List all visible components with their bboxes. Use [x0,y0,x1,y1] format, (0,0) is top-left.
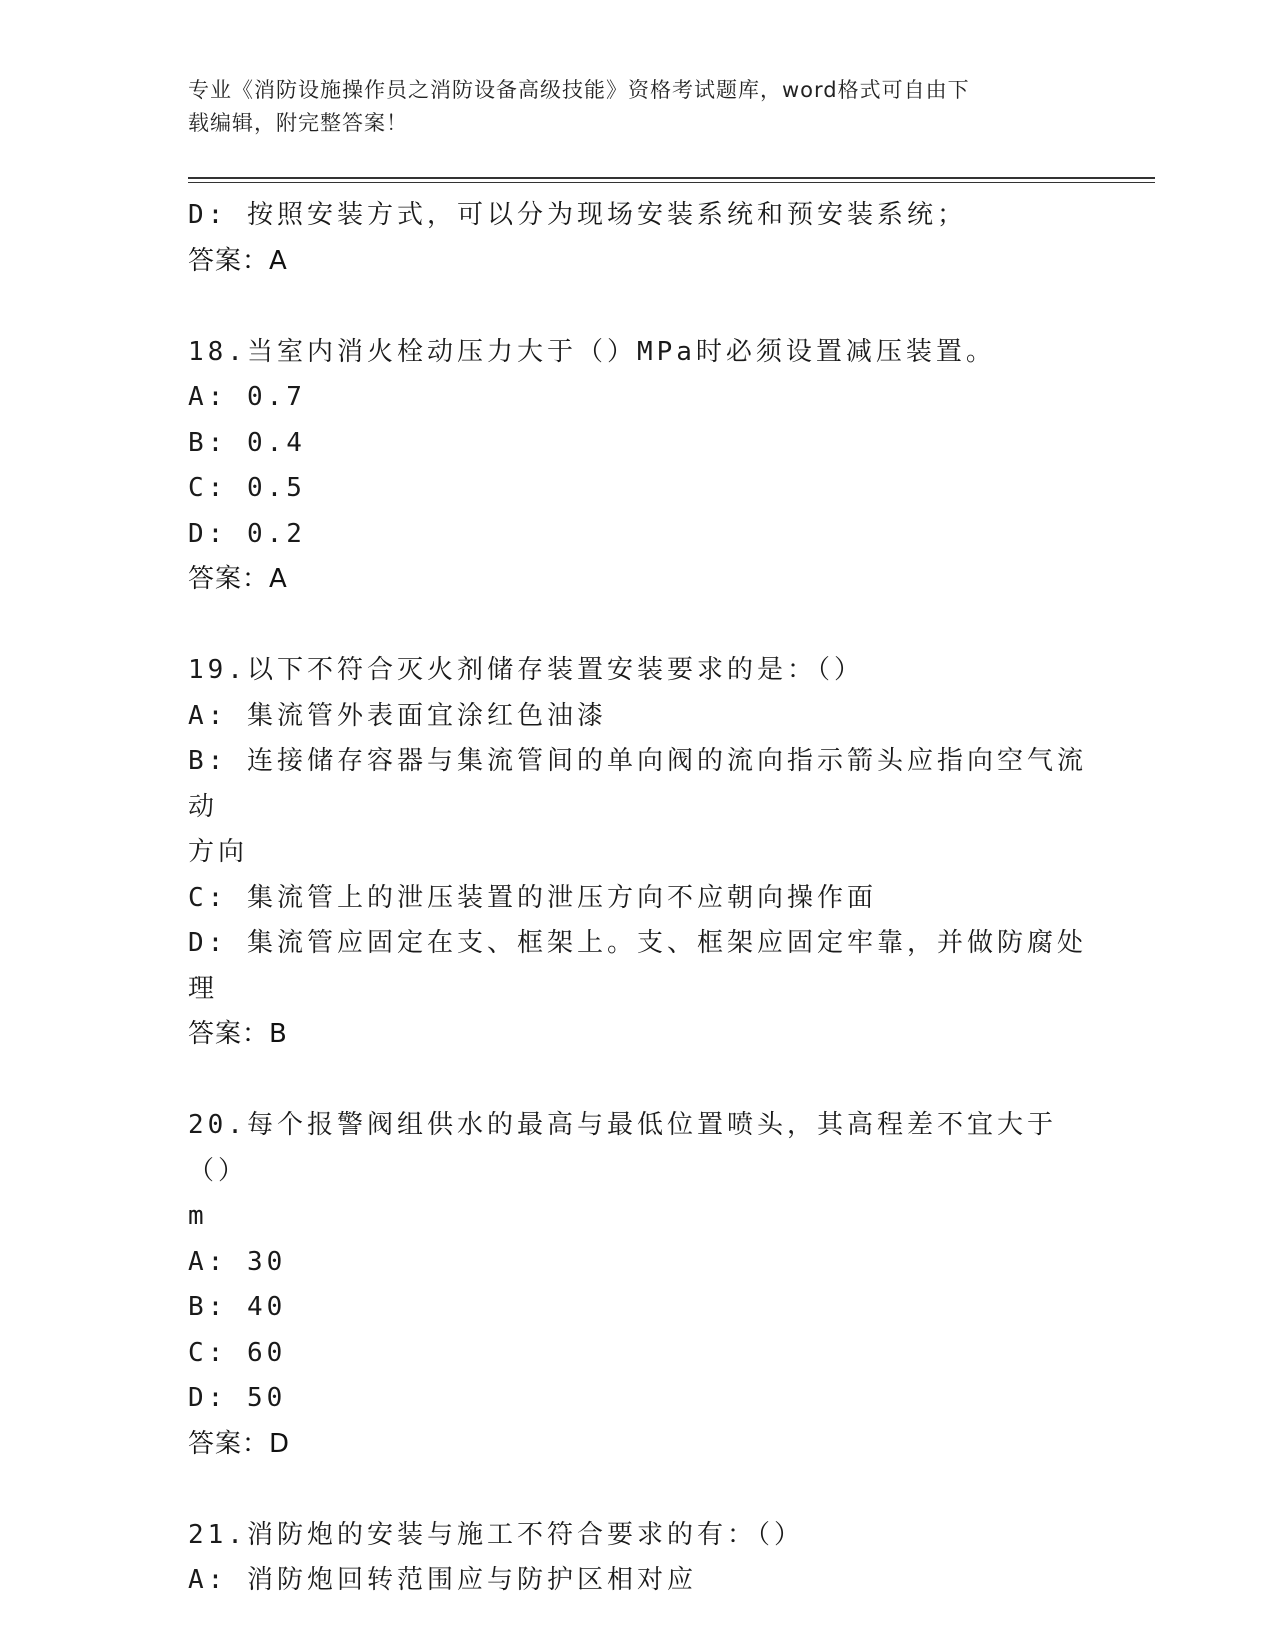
question-21 [188,1513,1088,1604]
question-text: 19.以下不符合灭火剂储存装置安装要求的是：（） [188,655,864,685]
question-text-line-2: m [188,1201,208,1231]
header-title-line-2: 载编辑，附完整答案！ [188,111,408,135]
spacer [188,603,1088,649]
option-a: A: 消防炮回转范围应与防护区相对应 [188,1565,697,1595]
option-d: D: 50 [188,1383,287,1413]
question-17-tail [188,193,1088,284]
option-d: D: 集流管应固定在支、框架上。支、框架应固定牢靠，并做防腐处理 [188,928,1087,1004]
option-c: C: 60 [188,1337,287,1368]
option-a: A: 0.7 [188,382,306,412]
option-a: A: 30 [188,1246,287,1277]
option-b: B: 40 [188,1292,287,1322]
option-d: D: 按照安装方式，可以分为现场安装系统和预安装系统； [188,200,967,230]
question-list [188,193,1088,1604]
question-19 [188,648,1088,1058]
question-text: 18.当室内消火栓动压力大于（）MPa时必须设置减压装置。 [188,336,996,367]
question-text: 21.消防炮的安装与施工不符合要求的有：（） [188,1519,804,1550]
option-c: C: 0.5 [188,473,306,503]
question-text-line-1: 20.每个报警阀组供水的最高与最低位置喷头，其高程差不宜大于（） [188,1110,1057,1186]
question-18 [188,330,1088,603]
option-b: B: 0.4 [188,427,306,458]
answer-line: 答案：A [188,564,288,594]
spacer [188,1467,1088,1513]
header-title-line-1: 专业《消防设施操作员之消防设备高级技能》资格考试题库，word格式可自由下 [188,78,970,102]
answer-line: 答案：B [188,1019,288,1049]
option-b-line-2: 方向 [188,837,249,867]
question-20 [188,1103,1088,1467]
header-divider-thick [188,177,1155,179]
spacer [188,284,1088,330]
option-d: D: 0.2 [188,518,306,549]
answer-line: 答案：D [188,1428,291,1459]
header-divider-thin [188,182,1155,183]
answer-line: 答案：A [188,245,288,276]
page-header [188,74,1068,140]
option-b-line-1: B: 连接储存容器与集流管间的单向阀的流向指示箭头应指向空气流动 [188,746,1087,822]
option-a: A: 集流管外表面宜涂红色油漆 [188,700,607,731]
spacer [188,1058,1088,1104]
option-c: C: 集流管上的泄压装置的泄压方向不应朝向操作面 [188,882,877,913]
